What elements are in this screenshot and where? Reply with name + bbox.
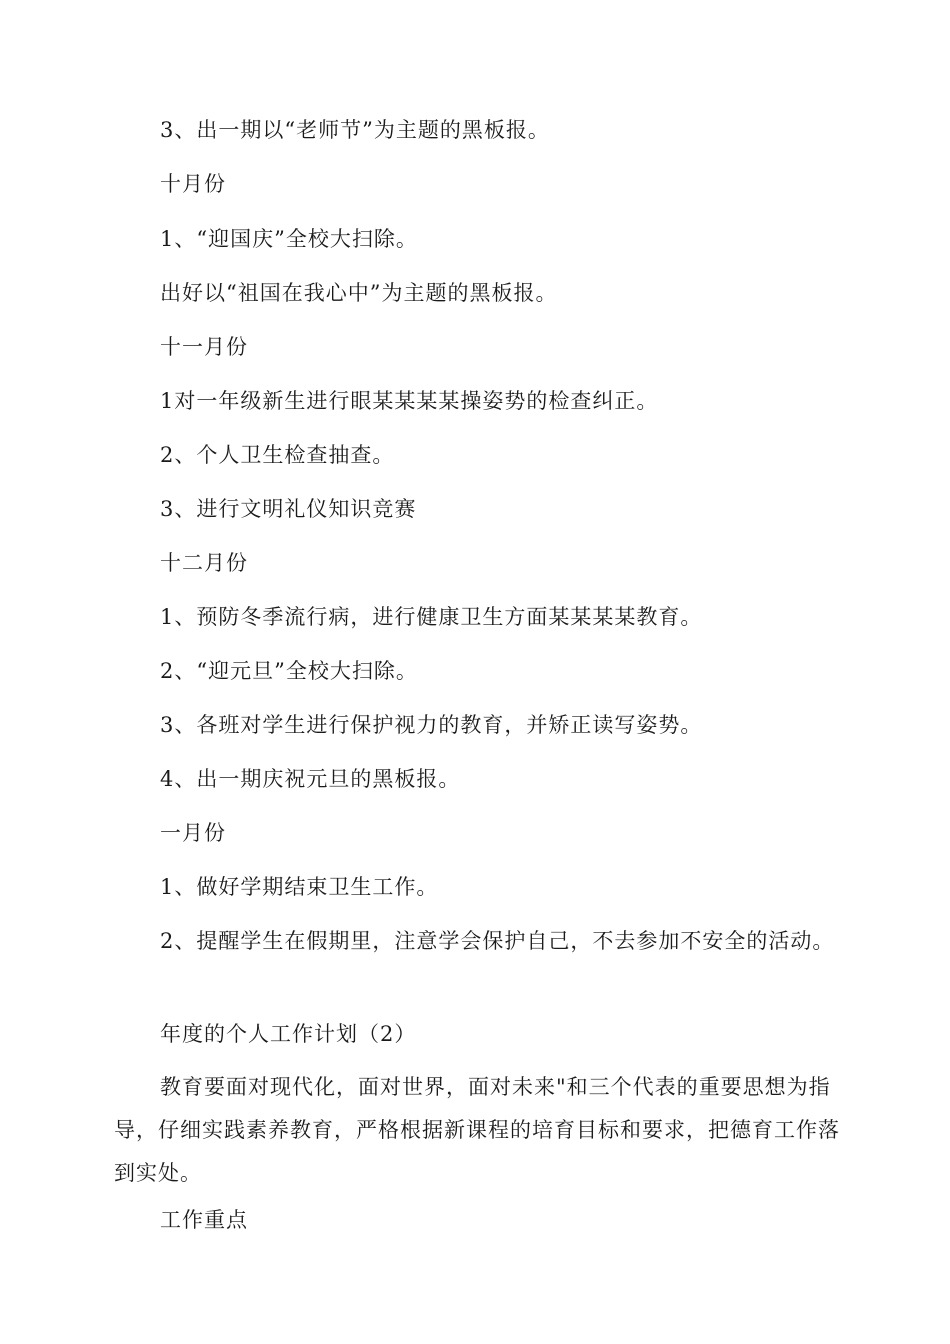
item-new-year-cleaning: 2、“迎元旦”全校大扫除。: [160, 659, 418, 683]
heading-december: 十二月份: [160, 551, 248, 575]
item-national-day-cleaning: 1、“迎国庆”全校大扫除。: [160, 227, 418, 251]
item-teachers-day-blackboard: 3、出一期以“老师节”为主题的黑板报。: [160, 118, 550, 142]
intro-paragraph: 教育要面对现代化，面对世界，面对未来"和三个代表的重要思想为指导，仔细实践素养教育，严格根据新课程的培育目标和要求，把德育工作落到实处。: [114, 1075, 840, 1185]
item-motherland-blackboard: 出好以“祖国在我心中”为主题的黑板报。: [160, 281, 558, 305]
item-term-end-hygiene: 1、做好学期结束卫生工作。: [160, 875, 439, 899]
item-new-year-blackboard: 4、出一期庆祝元旦的黑板报。: [160, 767, 461, 791]
heading-january: 一月份: [160, 821, 226, 845]
heading-october: 十月份: [160, 172, 226, 196]
plan-title: 年度的个人工作计划（2）: [160, 1022, 417, 1046]
item-holiday-safety: 2、提醒学生在假期里，注意学会保护自己，不去参加不安全的活动。: [160, 929, 835, 953]
item-eye-exercise-check: 1对一年级新生进行眼某某某某操姿势的检查纠正。: [160, 389, 659, 413]
heading-november: 十一月份: [160, 335, 248, 359]
heading-work-focus: 工作重点: [160, 1208, 248, 1232]
item-personal-hygiene-check: 2、个人卫生检查抽查。: [160, 443, 395, 467]
item-winter-disease-prevention: 1、预防冬季流行病，进行健康卫生方面某某某某教育。: [160, 605, 703, 629]
item-etiquette-contest: 3、进行文明礼仪知识竞赛: [160, 497, 417, 521]
item-vision-protection: 3、各班对学生进行保护视力的教育，并矫正读写姿势。: [160, 713, 703, 737]
